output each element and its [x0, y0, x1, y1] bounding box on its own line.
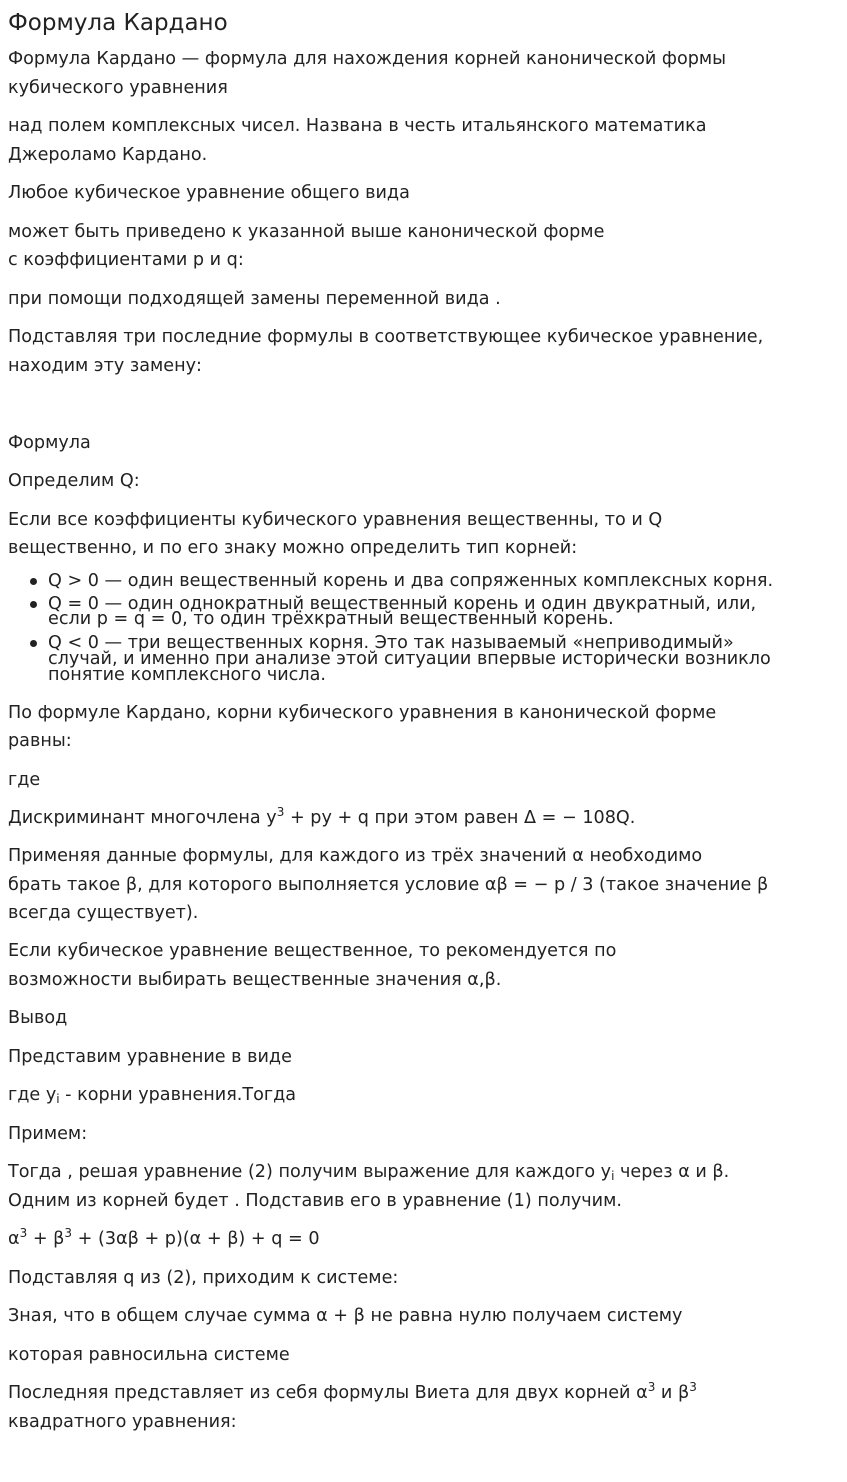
solve-line-2: Одним из корней будет . Подставив его в уравнение (1) получим.	[8, 1191, 622, 1211]
system-paragraph-3: которая равносильна системе	[8, 1345, 290, 1365]
vieta-line-1: Последняя представляет из себя формулы Виета для двух корней $\alpha^3$ и $\beta^3$	[8, 1380, 697, 1403]
roots-line-1: По формуле Кардано, корни кубического уравнения в канонической форме	[8, 703, 717, 723]
substitute-line-1: Подставляя три последние формулы в соответствующее кубическое уравнение,	[8, 327, 764, 347]
substitute-line-2: находим эту замену:	[8, 356, 202, 376]
bullet-icon	[30, 640, 37, 647]
intro-line-4: Джероламо Кардано.	[8, 145, 208, 165]
roots-line-2: равны:	[8, 731, 72, 751]
discriminant-paragraph: Дискриминант многочлена $y^3$ + py + q при этом равен Δ = − 108Q.	[8, 805, 636, 828]
intro-line-1: Формула Кардано — формула для нахождения корней канонической формы	[8, 49, 727, 69]
derivation-heading: Вывод	[8, 1008, 68, 1028]
system-paragraph-2: Зная, что в общем случае сумма α + β не равна нулю получаем систему	[8, 1306, 683, 1326]
real-line-2: возможности выбирать вещественные значения α,β.	[8, 970, 502, 990]
page-title: Формула Кардано	[8, 10, 228, 36]
roots-definition-paragraph: где $y_i$ - корни уравнения.Тогда	[8, 1085, 297, 1106]
formula-heading: Формула	[8, 433, 91, 453]
case-zero-line-1: Q = 0 — один однократный вещественный корень и один двукратный, или,	[48, 594, 757, 614]
solve-line-1: Тогда , решая уравнение (2) получим выражение для каждого $y_i$ через α и β.	[8, 1162, 730, 1183]
bullet-icon	[30, 578, 37, 585]
apply-line-1: Применяя данные формулы, для каждого из трёх значений α необходимо	[8, 846, 703, 866]
intro-line-2: кубического уравнения	[8, 78, 228, 98]
case-negative-line-2: случай, и именно при анализе этой ситуации впервые исторически возникло	[48, 649, 771, 669]
bullet-icon	[30, 601, 37, 608]
sign-line-1: Если все коэффициенты кубического уравнения вещественны, то и Q	[8, 510, 663, 530]
reduce-line-2: с коэффициентами p и q:	[8, 250, 244, 270]
case-negative-line-3: понятие комплексного числа.	[48, 665, 326, 685]
intro-line-3: над полем комплексных чисел. Названа в честь итальянского математика	[8, 116, 707, 136]
apply-line-3: всегда существует).	[8, 903, 199, 923]
sign-line-2: вещественно, и по его знаку можно определить тип корней:	[8, 538, 578, 558]
general-form-paragraph: Любое кубическое уравнение общего вида	[8, 183, 410, 203]
define-q-paragraph: Определим Q:	[8, 471, 140, 491]
case-zero-line-2: если p = q = 0, то один трёхкратный вещественный корень.	[48, 609, 614, 629]
vieta-line-2: квадратного уравнения:	[8, 1412, 237, 1432]
case-positive: Q > 0 — один вещественный корень и два сопряженных комплексных корня.	[48, 571, 774, 591]
system-paragraph-1: Подставляя q из (2), приходим к системе:	[8, 1268, 399, 1288]
real-line-1: Если кубическое уравнение вещественное, то рекомендуется по	[8, 941, 617, 961]
apply-line-2: брать такое β, для которого выполняется условие αβ = − p / 3 (такое значение β	[8, 875, 769, 895]
where-paragraph: где	[8, 770, 41, 790]
assume-paragraph: Примем:	[8, 1124, 88, 1144]
reduce-line-1: может быть приведено к указанной выше канонической форме	[8, 222, 605, 242]
substitution-paragraph: при помощи подходящей замены переменной вида .	[8, 289, 501, 309]
cubic-sum-equation: $\alpha^3 + \beta^3 + (3\alpha\beta + p)(\alpha + \beta) + q = 0$	[8, 1226, 320, 1249]
case-negative-line-1: Q < 0 — три вещественных корня. Это так называемый «неприводимый»	[48, 633, 734, 653]
represent-paragraph: Представим уравнение в виде	[8, 1047, 292, 1067]
